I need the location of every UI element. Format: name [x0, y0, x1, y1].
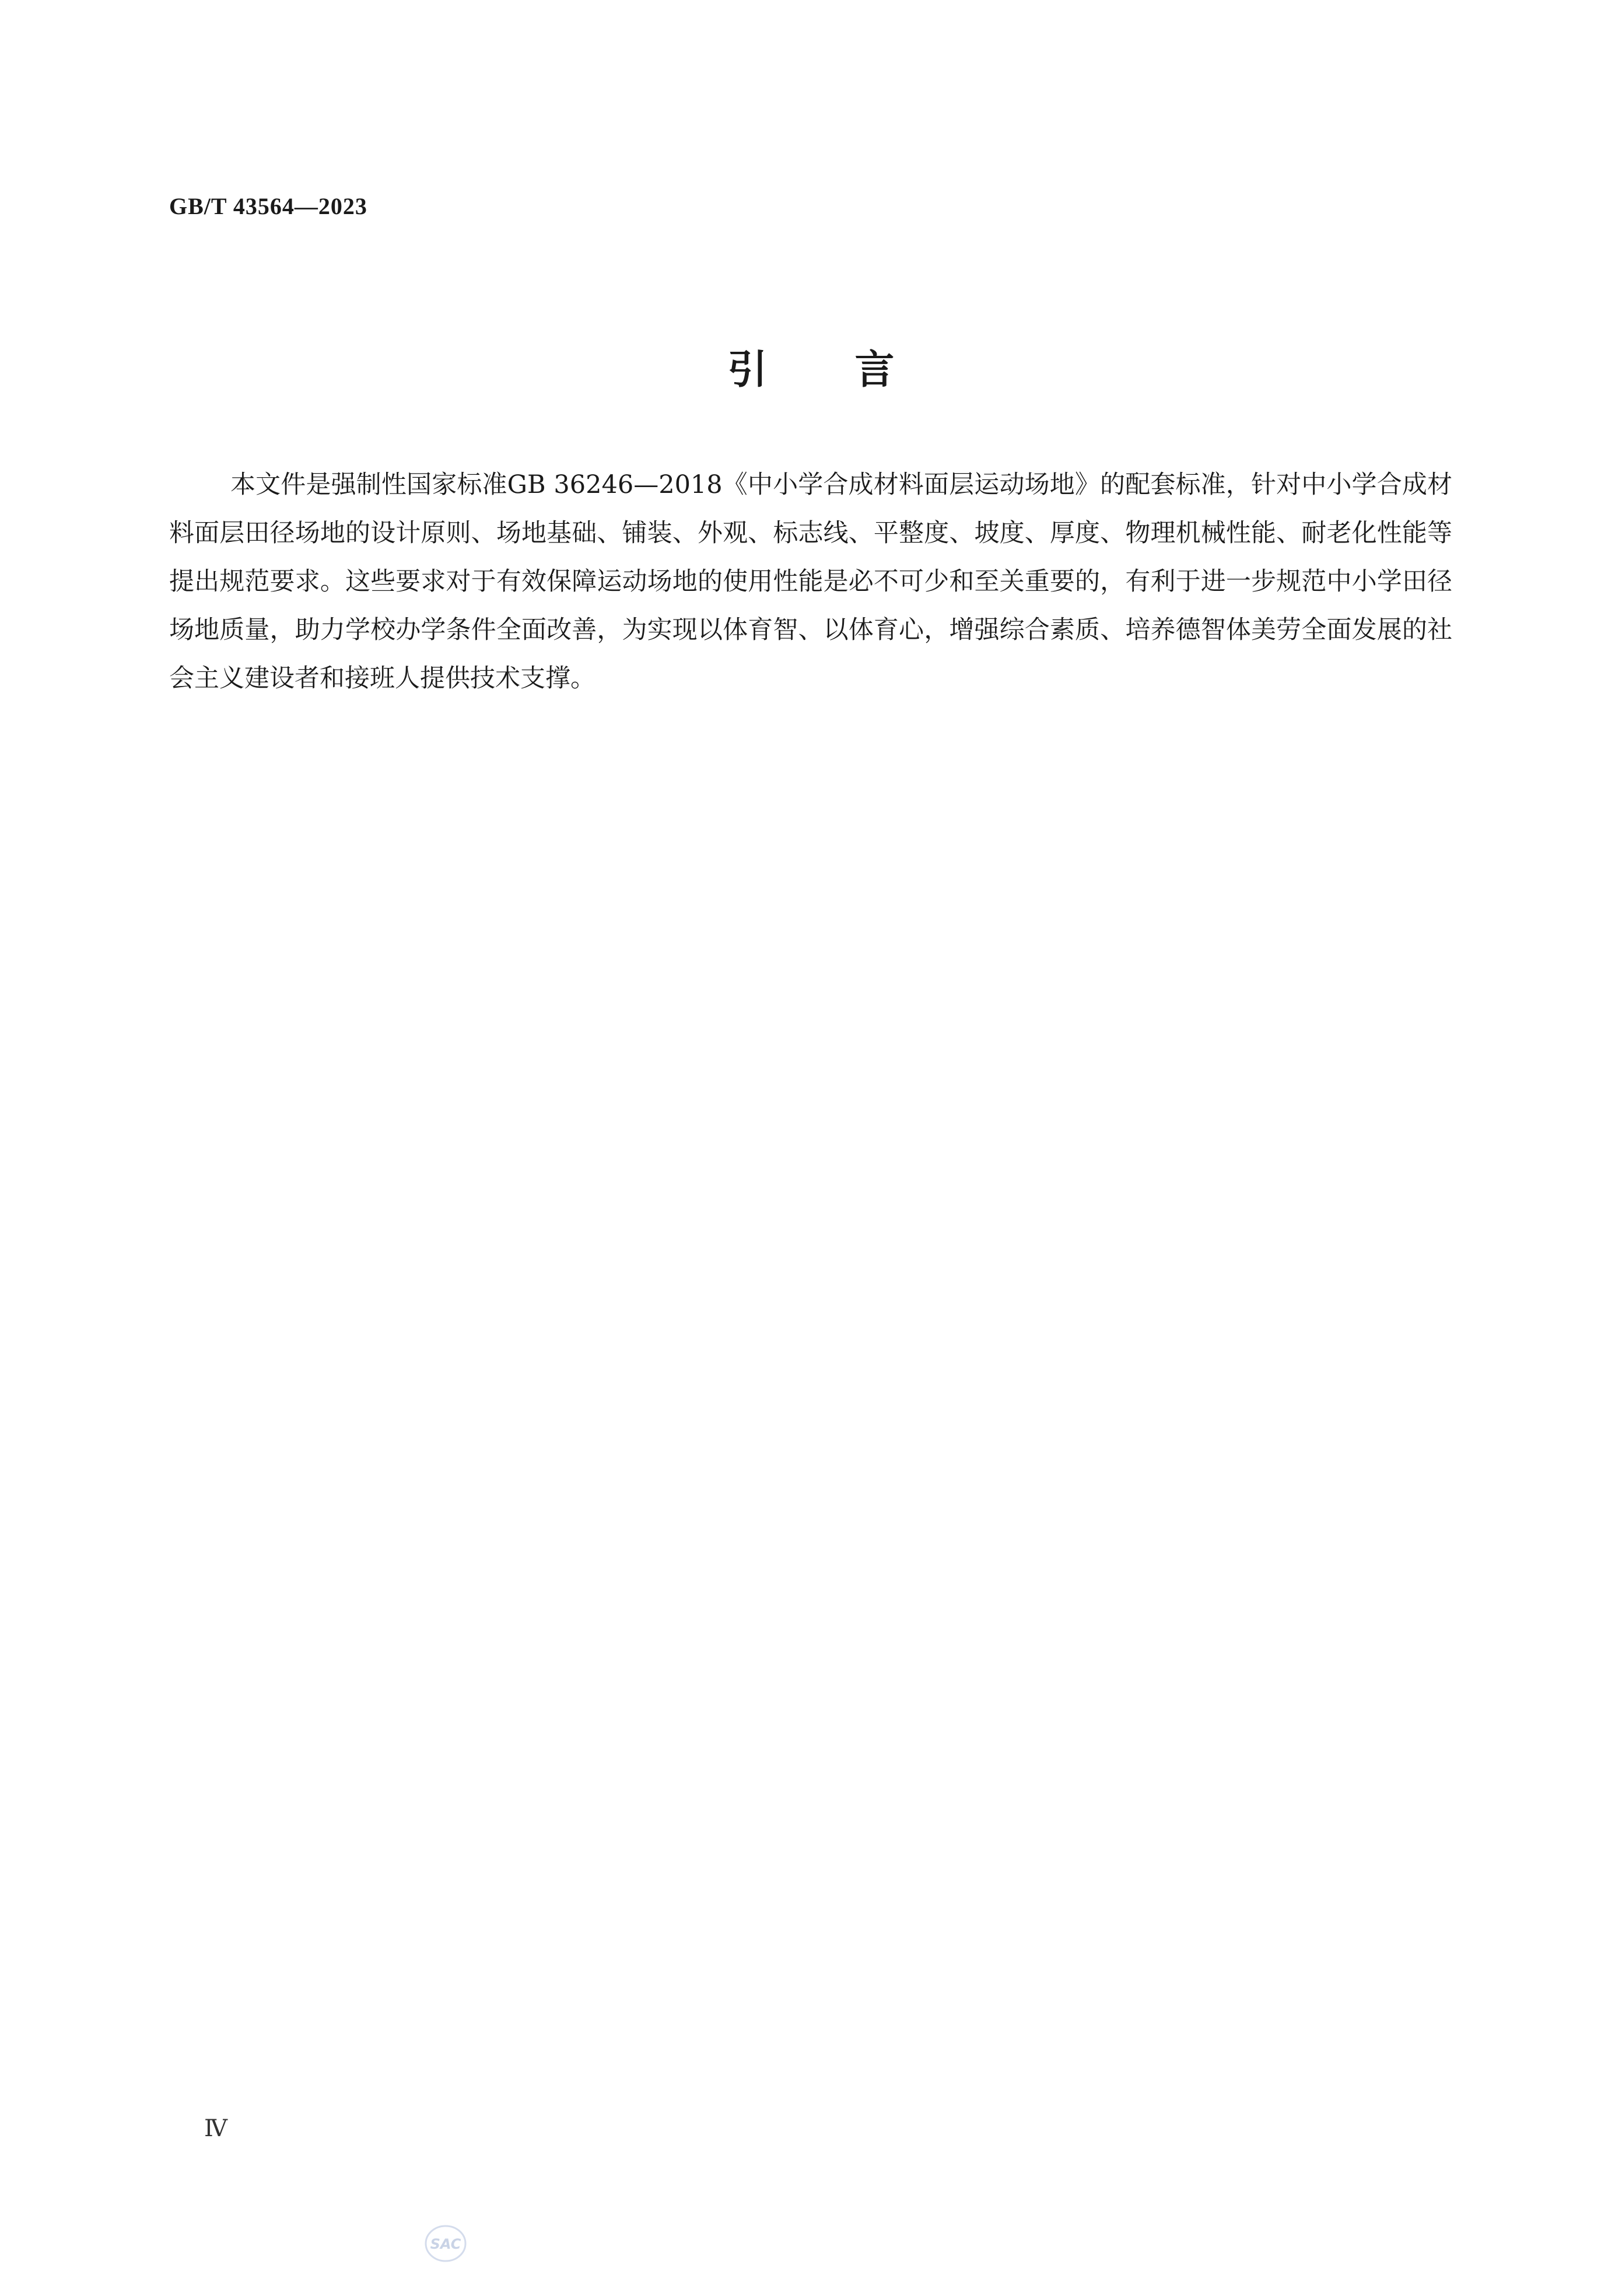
page-number: Ⅳ [204, 2115, 227, 2141]
svg-text:SAC: SAC [430, 2236, 461, 2252]
page-title: 引言 [727, 347, 982, 393]
sac-logo-icon [423, 2221, 468, 2266]
standard-code: GB/T 43564—2023 [169, 193, 367, 219]
introduction-paragraph: 本文件是强制性国家标准GB 36246—2018《中小学合成材料面层运动场地》的配套标准，针对中小学合成材料面层田径场地的设计原则、场地基础、铺装、外观、标志线、平整度、坡度、厚度、物理机械性能、耐老化性能等提出规范要求。这些要求对于有效保障运动场地的使用性能是必不可少和至关重要的，有利于进一步规范中小学田径场地质量，助力学校办学条件全面改善，为实现以体育智、以体育心，增强综合素质、培养德智体美劳全面发展的社会主义建设者和接班人提供技术支撑。 [169, 470, 1452, 693]
